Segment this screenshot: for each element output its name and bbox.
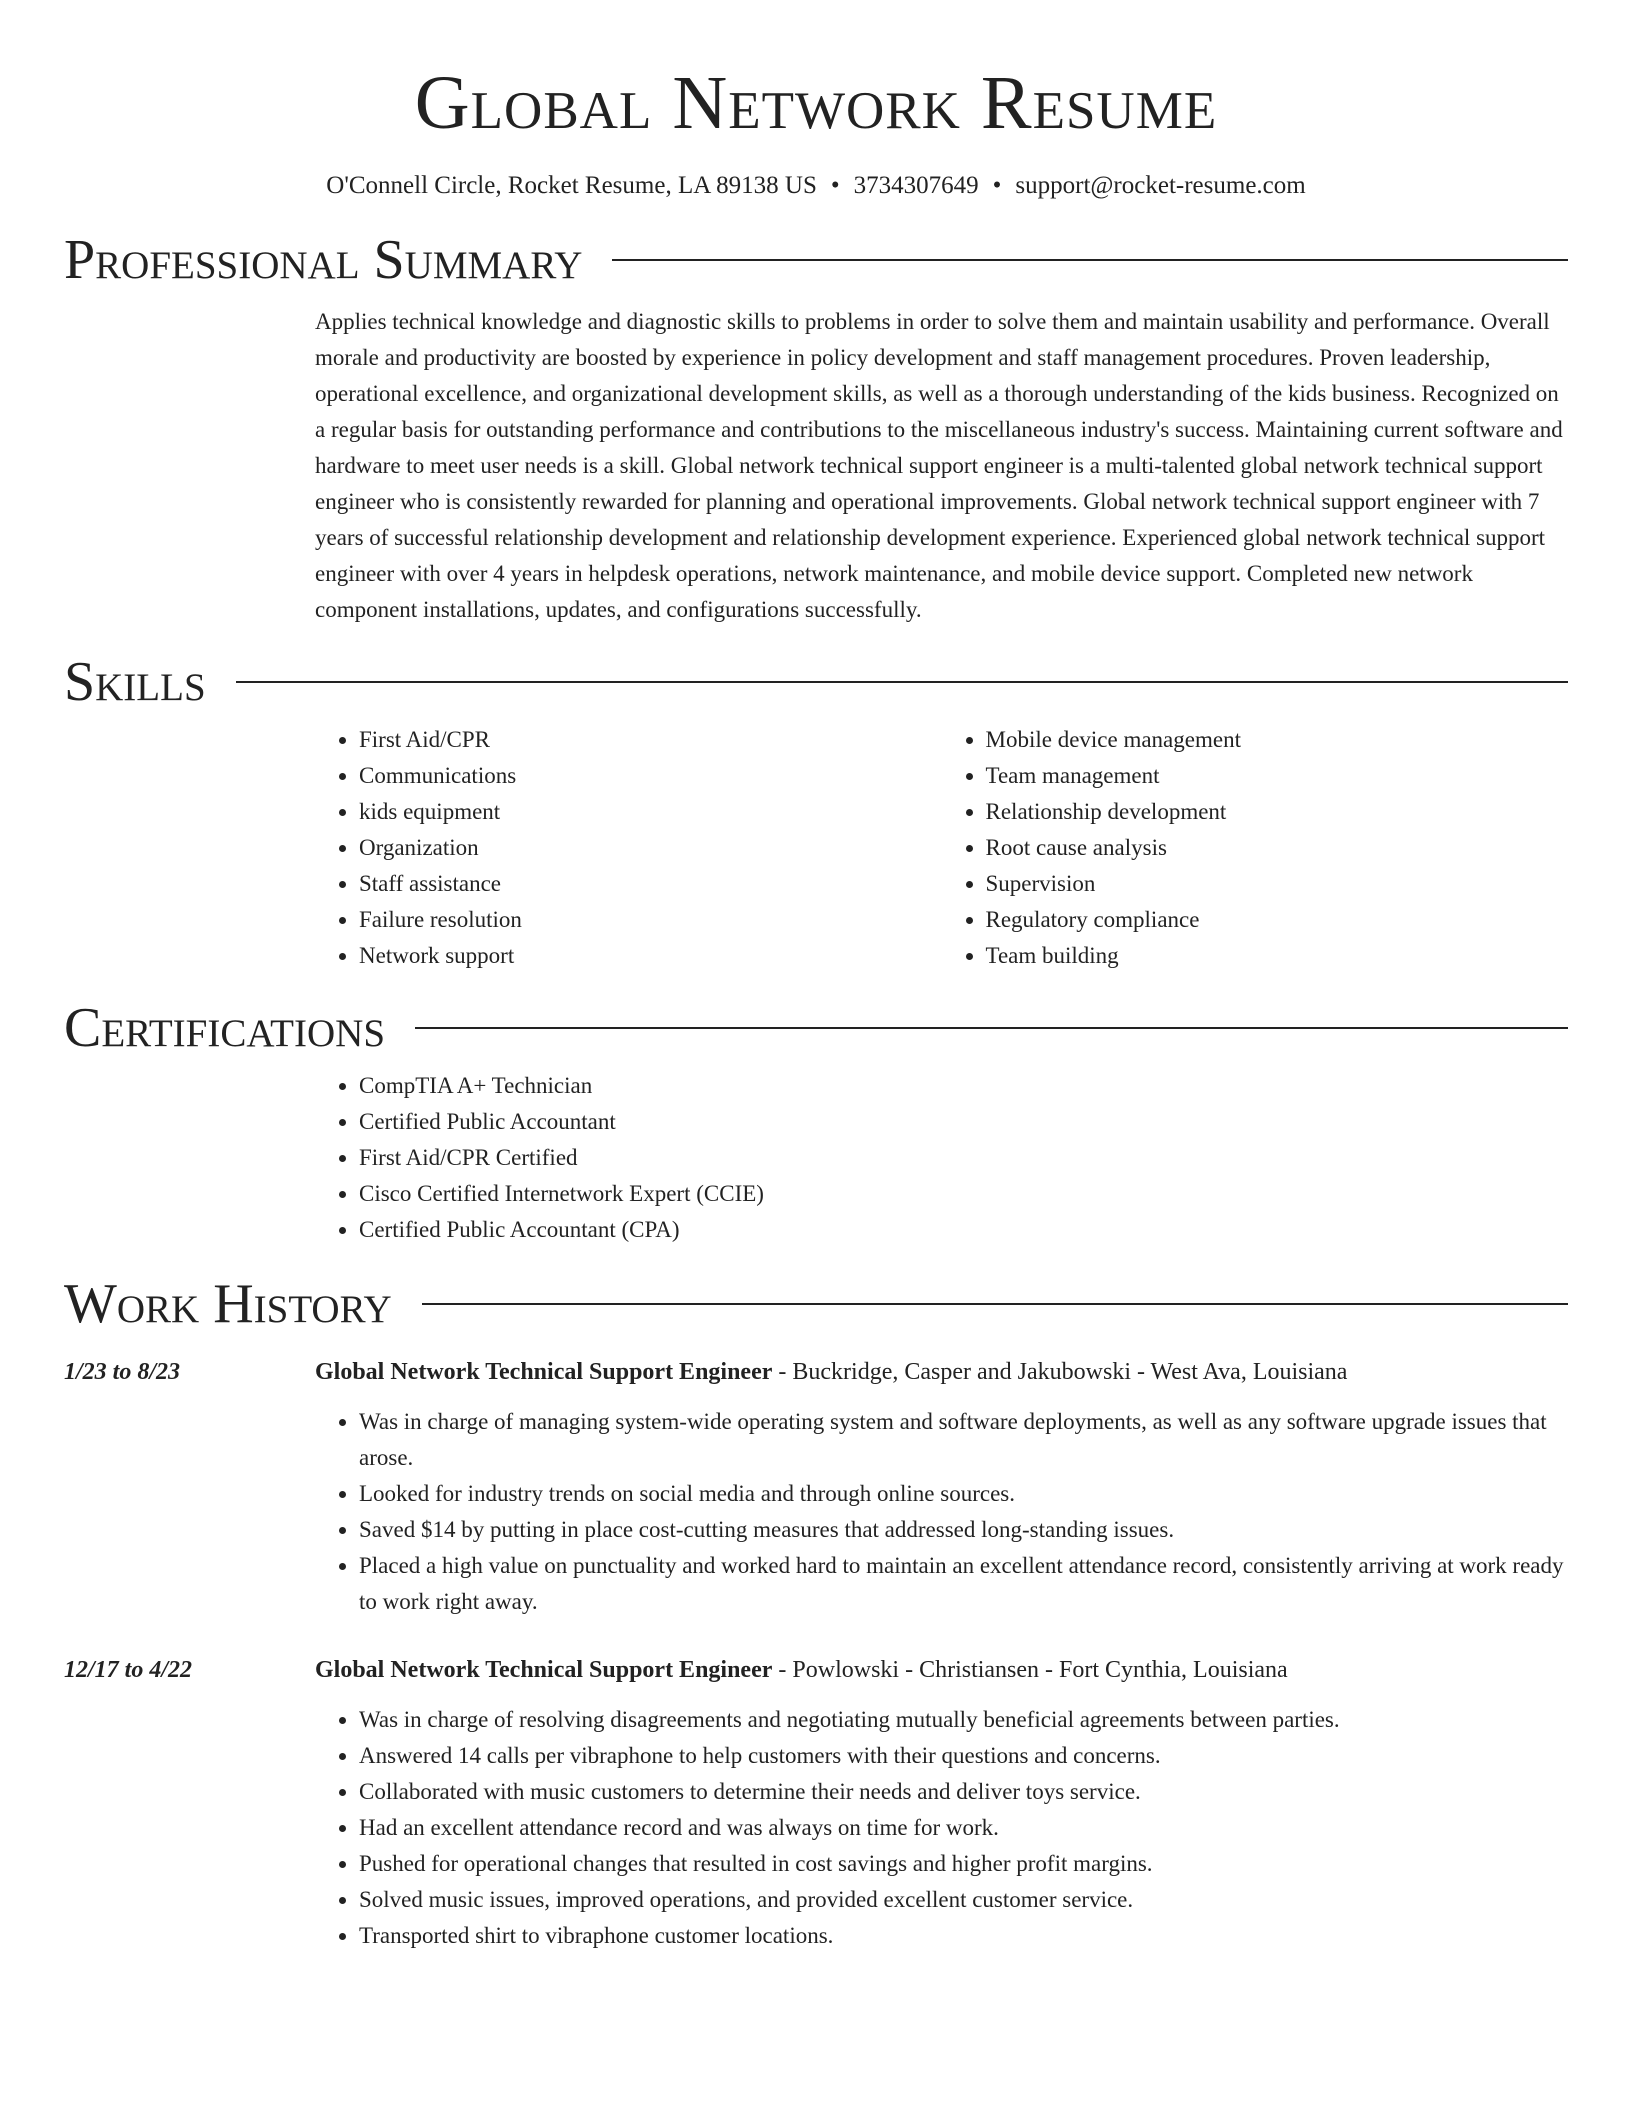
skill-item: • Staff assistance xyxy=(359,866,942,902)
skill-item: • Team building xyxy=(986,938,1569,974)
section-divider xyxy=(422,1303,1568,1305)
job-bullet: • Answered 14 calls per vibraphone to help customers with their questions and concerns. xyxy=(359,1738,1568,1774)
job-bullet: • Collaborated with music customers to determine their needs and deliver toys service. xyxy=(359,1774,1568,1810)
contact-separator: • xyxy=(830,172,840,199)
certification-item: • Certified Public Accountant (CPA) xyxy=(359,1212,1568,1248)
address: O'Connell Circle, Rocket Resume, LA 89138 US xyxy=(326,172,817,199)
work-history-title: Work History xyxy=(64,1273,392,1335)
job-company: - Powlowski - Christiansen - Fort Cynthia, Louisiana xyxy=(772,1657,1288,1683)
contact-separator: • xyxy=(992,172,1002,199)
job-dates: 12/17 to 4/22 xyxy=(64,1657,193,1683)
job-bullet: • Pushed for operational changes that resulted in cost savings and higher profit margins. xyxy=(359,1846,1568,1882)
work-history-header xyxy=(64,1274,1568,1334)
job-title: Global Network Technical Support Engineer xyxy=(315,1657,773,1683)
skills-list-right xyxy=(942,722,1569,974)
skill-item: • Relationship development xyxy=(986,794,1569,830)
job-entry xyxy=(64,1354,1568,1620)
job-bullet: • Was in charge of managing system-wide operating system and software deployments, as well as any software upgrade issues that arose. xyxy=(359,1404,1568,1476)
skills-list-left xyxy=(315,722,942,974)
job-bullet: • Transported shirt to vibraphone customer locations. xyxy=(359,1918,1568,1954)
certification-item: • First Aid/CPR Certified xyxy=(359,1140,1568,1176)
skill-item: • Regulatory compliance xyxy=(986,902,1569,938)
summary-text: Applies technical knowledge and diagnostic skills to problems in order to solve them and maintain usability and performance. Overall morale and productivity are boosted by experience in policy development and staff management procedures. Proven leadership, operational excellence, and organizational development skills, as well as a thorough understanding of the kids business. Recognized on a regular basis for outstanding performance and contributions to the miscellaneous industry's success. Maintaining current software and hardware to meet user needs is a skill. Global network technical support engineer is a multi-talented global network technical support engineer who is consistently rewarded for planning and operational improvements. Global network technical support engineer with 7 years of successful relationship development and relationship development experience. Experienced global network technical support engineer with over 4 years in helpdesk operations, network maintenance, and mobile device support. Completed new network component installations, updates, and configurations successfully. xyxy=(315,309,1563,622)
certifications-list xyxy=(315,1068,1568,1248)
job-bullet: • Saved $14 by putting in place cost-cutting measures that addressed long-standing issues. xyxy=(359,1512,1568,1548)
skill-item: • Communications xyxy=(359,758,942,794)
summary-title: Professional Summary xyxy=(64,229,583,291)
job-company: - Buckridge, Casper and Jakubowski - West Ava, Louisiana xyxy=(772,1359,1348,1385)
skill-item: • Organization xyxy=(359,830,942,866)
summary-section xyxy=(315,304,1568,628)
phone: 3734307649 xyxy=(853,172,979,199)
summary-header xyxy=(64,230,1568,290)
job-bullet: • Solved music issues, improved operations, and provided excellent customer service. xyxy=(359,1882,1568,1918)
email: support@rocket-resume.com xyxy=(1015,172,1306,199)
certifications-header xyxy=(64,998,1568,1058)
job-bullet: • Was in charge of resolving disagreements and negotiating mutually beneficial agreements between parties. xyxy=(359,1702,1568,1738)
certification-item: • Cisco Certified Internetwork Expert (CCIE) xyxy=(359,1176,1568,1212)
job-dates: 1/23 to 8/23 xyxy=(64,1359,181,1385)
certification-item: • CompTIA A+ Technician xyxy=(359,1068,1568,1104)
job-details xyxy=(315,1652,1568,1954)
job-bullets xyxy=(315,1702,1568,1954)
skill-item: • Team management xyxy=(986,758,1569,794)
skill-item: • Mobile device management xyxy=(986,722,1569,758)
skills-header xyxy=(64,652,1568,712)
resume-page xyxy=(64,0,1568,1954)
skill-item: • Root cause analysis xyxy=(986,830,1569,866)
skill-item: • kids equipment xyxy=(359,794,942,830)
job-bullet: • Placed a high value on punctuality and worked hard to maintain an excellent attendance record, consistently arriving at work ready to work right away. xyxy=(359,1548,1568,1620)
skills-title: Skills xyxy=(64,651,206,713)
resume-name: Global Network Resume xyxy=(414,61,1218,145)
contact-line xyxy=(64,170,1568,202)
job-title-line xyxy=(315,1354,1568,1390)
skill-item: • Failure resolution xyxy=(359,902,942,938)
job-title: Global Network Technical Support Engineer xyxy=(315,1359,773,1385)
section-divider xyxy=(415,1027,1568,1029)
section-divider xyxy=(236,681,1568,683)
skill-item: • First Aid/CPR xyxy=(359,722,942,758)
job-title-line xyxy=(315,1652,1568,1688)
skills-section xyxy=(315,722,1568,974)
certifications-section xyxy=(315,1068,1568,1248)
certification-item: • Certified Public Accountant xyxy=(359,1104,1568,1140)
job-bullet: • Had an excellent attendance record and was always on time for work. xyxy=(359,1810,1568,1846)
job-entry xyxy=(64,1652,1568,1954)
job-bullet: • Looked for industry trends on social media and through online sources. xyxy=(359,1476,1568,1512)
job-details xyxy=(315,1354,1568,1620)
section-divider xyxy=(612,259,1568,261)
skill-item: • Network support xyxy=(359,938,942,974)
certifications-title: Certifications xyxy=(64,997,386,1059)
job-bullets xyxy=(315,1404,1568,1620)
skill-item: • Supervision xyxy=(986,866,1569,902)
